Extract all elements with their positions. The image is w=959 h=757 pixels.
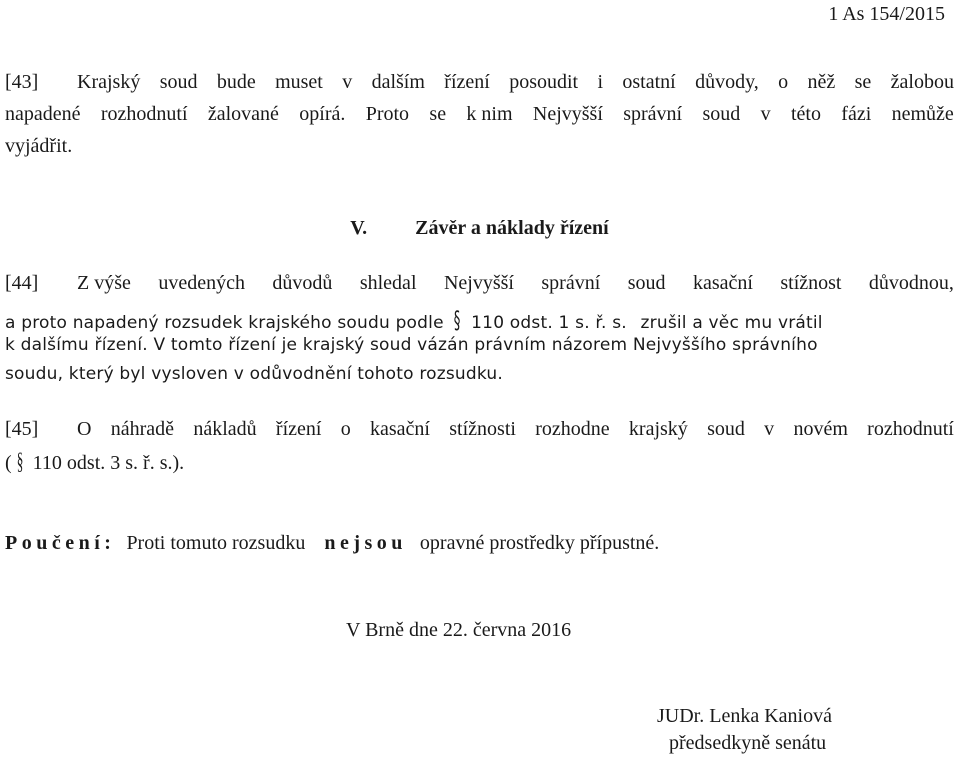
word: řízení (444, 71, 490, 93)
para44-line2-before: a proto napadený rozsudek krajského soudu podle (5, 313, 444, 333)
word: shledal (359, 272, 417, 294)
word: soud (702, 103, 741, 125)
word: správní (623, 103, 683, 125)
word: nákladů (193, 418, 257, 440)
signature-name: JUDr. Lenka Kaniová (657, 705, 832, 727)
word: správní (541, 272, 601, 294)
word: důvodů (272, 272, 333, 294)
instruction-emphasis: nejsou (324, 532, 407, 554)
word: rozhodnutí (100, 103, 188, 125)
para44-line2 (5, 306, 823, 334)
word: v (760, 103, 771, 125)
word: o (778, 71, 789, 93)
word: v (342, 71, 353, 93)
word: se (429, 103, 447, 125)
section-title: Závěr a náklady řízení (415, 217, 609, 239)
para43-line3: vyjádřit. (5, 135, 73, 157)
word: bude (216, 71, 256, 93)
word: ostatní (622, 71, 676, 93)
para45-open-paren: ( (5, 452, 12, 474)
paragraph-number: [45] (5, 418, 39, 440)
word: této (790, 103, 821, 125)
word: dalším (371, 71, 425, 93)
word: kasační (370, 418, 430, 440)
case-number: 1 As 154/2015 (828, 3, 945, 25)
para45-reference: 110 odst. 3 s. ř. s.). (32, 452, 185, 474)
word: kasační (692, 272, 753, 294)
word: žalované (207, 103, 279, 125)
para43-line1 (5, 71, 954, 94)
para45-line2 (5, 449, 184, 476)
word: náhradě (110, 418, 175, 440)
section-sign: § (16, 449, 23, 475)
word: uvedených (158, 272, 245, 294)
paragraph-number: [44] (5, 272, 39, 294)
word: něž (807, 71, 836, 93)
word: žalobou (890, 71, 954, 93)
para44-line4: soudu, který byl vysloven v odůvodnění tohoto rozsudku. (5, 364, 503, 384)
para45-line1 (5, 418, 954, 441)
word: Nejvyšší (443, 272, 514, 294)
word: novém (793, 418, 848, 440)
word: Krajský (77, 71, 141, 93)
section-sign: § (454, 306, 461, 334)
word: stížnost (780, 272, 842, 294)
para44-line3: k dalšímu řízení. V tomto řízení je krajský soud vázán právním názorem Nejvyššího správního (5, 335, 818, 355)
para44-line2-after: zrušil a věc mu vrátil (640, 313, 823, 333)
word: i (597, 71, 604, 93)
word: fázi (841, 103, 872, 125)
word: soud (627, 272, 666, 294)
word: posoudit (509, 71, 579, 93)
word: Z výše (77, 272, 131, 294)
word: důvody, (695, 71, 759, 93)
word: muset (275, 71, 323, 93)
word: Nejvyšší (532, 103, 603, 125)
para44-line1 (5, 272, 954, 295)
section-heading (0, 217, 959, 240)
word: se (854, 71, 872, 93)
word: soud (707, 418, 745, 440)
word: krajský (628, 418, 688, 440)
line-start (5, 71, 140, 94)
section-roman: V. (350, 217, 368, 239)
signature-role: předsedkyně senátu (669, 732, 827, 754)
word: k nim (466, 103, 513, 125)
word: Proto (365, 103, 410, 125)
word: rozhodnutí (867, 418, 954, 440)
word: důvodnou, (868, 272, 954, 294)
word: O (77, 418, 92, 440)
line-start (5, 272, 131, 295)
word: nemůže (891, 103, 954, 125)
instruction-line (5, 532, 659, 555)
date-place: V Brně dne 22. června 2016 (346, 619, 572, 641)
word: napadené (5, 103, 81, 125)
instruction-text-after: opravné prostředky přípustné. (419, 532, 660, 554)
instruction-text-before: Proti tomuto rozsudku (126, 532, 306, 554)
word: o (340, 418, 351, 440)
word: soud (159, 71, 198, 93)
paragraph-number: [43] (5, 71, 39, 93)
line-start (5, 418, 91, 441)
word: stížnosti (449, 418, 516, 440)
word: v (764, 418, 775, 440)
word: rozhodne (535, 418, 610, 440)
para43-line2 (5, 103, 954, 126)
word: řízení (275, 418, 322, 440)
instruction-label: Poučení: (5, 532, 116, 554)
word: opírá. (299, 103, 346, 125)
para44-reference: 110 odst. 1 s. ř. s. (471, 313, 627, 333)
